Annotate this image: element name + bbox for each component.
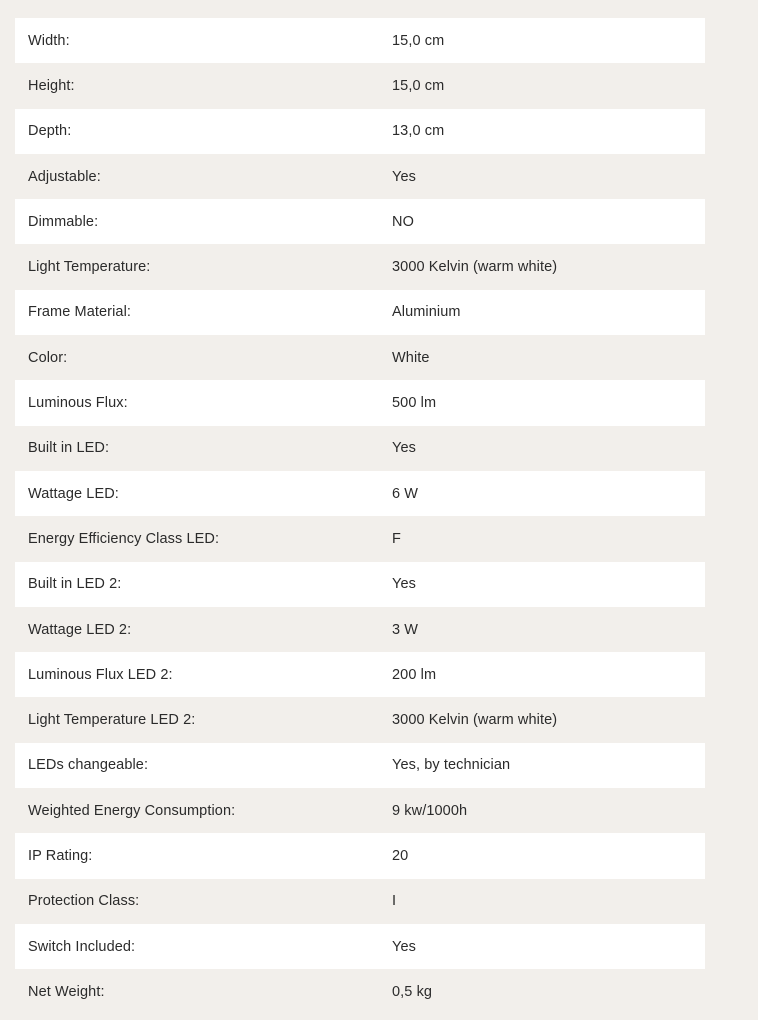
spec-label: Frame Material: [28,304,132,321]
spec-value: 20 [392,847,409,864]
spec-label: Energy Efficiency Class LED: [28,530,220,547]
spec-value: Aluminium [392,304,461,321]
spec-value: 3000 Kelvin (warm white) [392,259,558,276]
spec-value: Yes, by technician [392,757,511,774]
spec-row-depth [15,109,705,154]
spec-row-leds-changeable [15,743,705,788]
spec-label: Dimmable: [28,213,99,230]
spec-row-wattage-led [15,471,705,516]
spec-value: 200 lm [392,666,437,683]
spec-label: Protection Class: [28,893,140,910]
spec-row-luminous-flux-led-2 [15,652,705,697]
spec-value: White [392,349,430,366]
spec-value: 13,0 cm [392,123,445,140]
spec-label: Height: [28,77,75,94]
spec-label: Wattage LED: [28,485,119,502]
spec-label: Luminous Flux: [28,395,128,412]
spec-label: Switch Included: [28,938,136,955]
spec-label: Light Temperature LED 2: [28,712,196,729]
spec-row-dimmable [15,199,705,244]
spec-label: Built in LED: [28,440,110,457]
spec-row-switch-included [15,924,705,969]
spec-value: 500 lm [392,395,437,412]
spec-row-luminous-flux [15,380,705,425]
spec-row-ip-rating [15,833,705,878]
spec-value: 9 kw/1000h [392,802,468,819]
spec-row-built-in-led [15,426,705,471]
spec-row-protection-class [15,879,705,924]
spec-value: Yes [392,440,416,457]
spec-value: Yes [392,576,416,593]
spec-label: Built in LED 2: [28,576,122,593]
spec-value: I [392,893,397,910]
spec-value: Yes [392,938,416,955]
spec-row-adjustable [15,154,705,199]
spec-label: Depth: [28,123,72,140]
spec-value: 6 W [392,485,419,502]
spec-label: IP Rating: [28,847,93,864]
spec-label: Weighted Energy Consumption: [28,802,236,819]
spec-label: Net Weight: [28,983,105,1000]
spec-row-height [15,63,705,108]
spec-value: NO [392,213,414,230]
spec-label: Color: [28,349,68,366]
spec-row-wattage-led-2 [15,607,705,652]
spec-value: Yes [392,168,416,185]
spec-value: 15,0 cm [392,77,445,94]
spec-row-net-weight [15,969,705,1014]
spec-row-frame-material [15,290,705,335]
spec-value: 3000 Kelvin (warm white) [392,712,558,729]
spec-row-color [15,335,705,380]
spec-value: 15,0 cm [392,32,445,49]
spec-label: LEDs changeable: [28,757,149,774]
spec-label: Luminous Flux LED 2: [28,666,173,683]
spec-row-light-temperature-led-2 [15,697,705,742]
spec-row-weighted-energy-consumption [15,788,705,833]
spec-row-energy-efficiency-class [15,516,705,561]
spec-row-width [15,18,705,63]
spec-row-light-temperature [15,244,705,289]
spec-label: Adjustable: [28,168,101,185]
spec-value: 3 W [392,621,419,638]
spec-table [15,18,705,1015]
spec-row-built-in-led-2 [15,562,705,607]
spec-value: 0,5 kg [392,983,433,1000]
spec-label: Width: [28,32,70,49]
spec-label: Wattage LED 2: [28,621,132,638]
spec-label: Light Temperature: [28,259,151,276]
spec-value: F [392,530,401,547]
